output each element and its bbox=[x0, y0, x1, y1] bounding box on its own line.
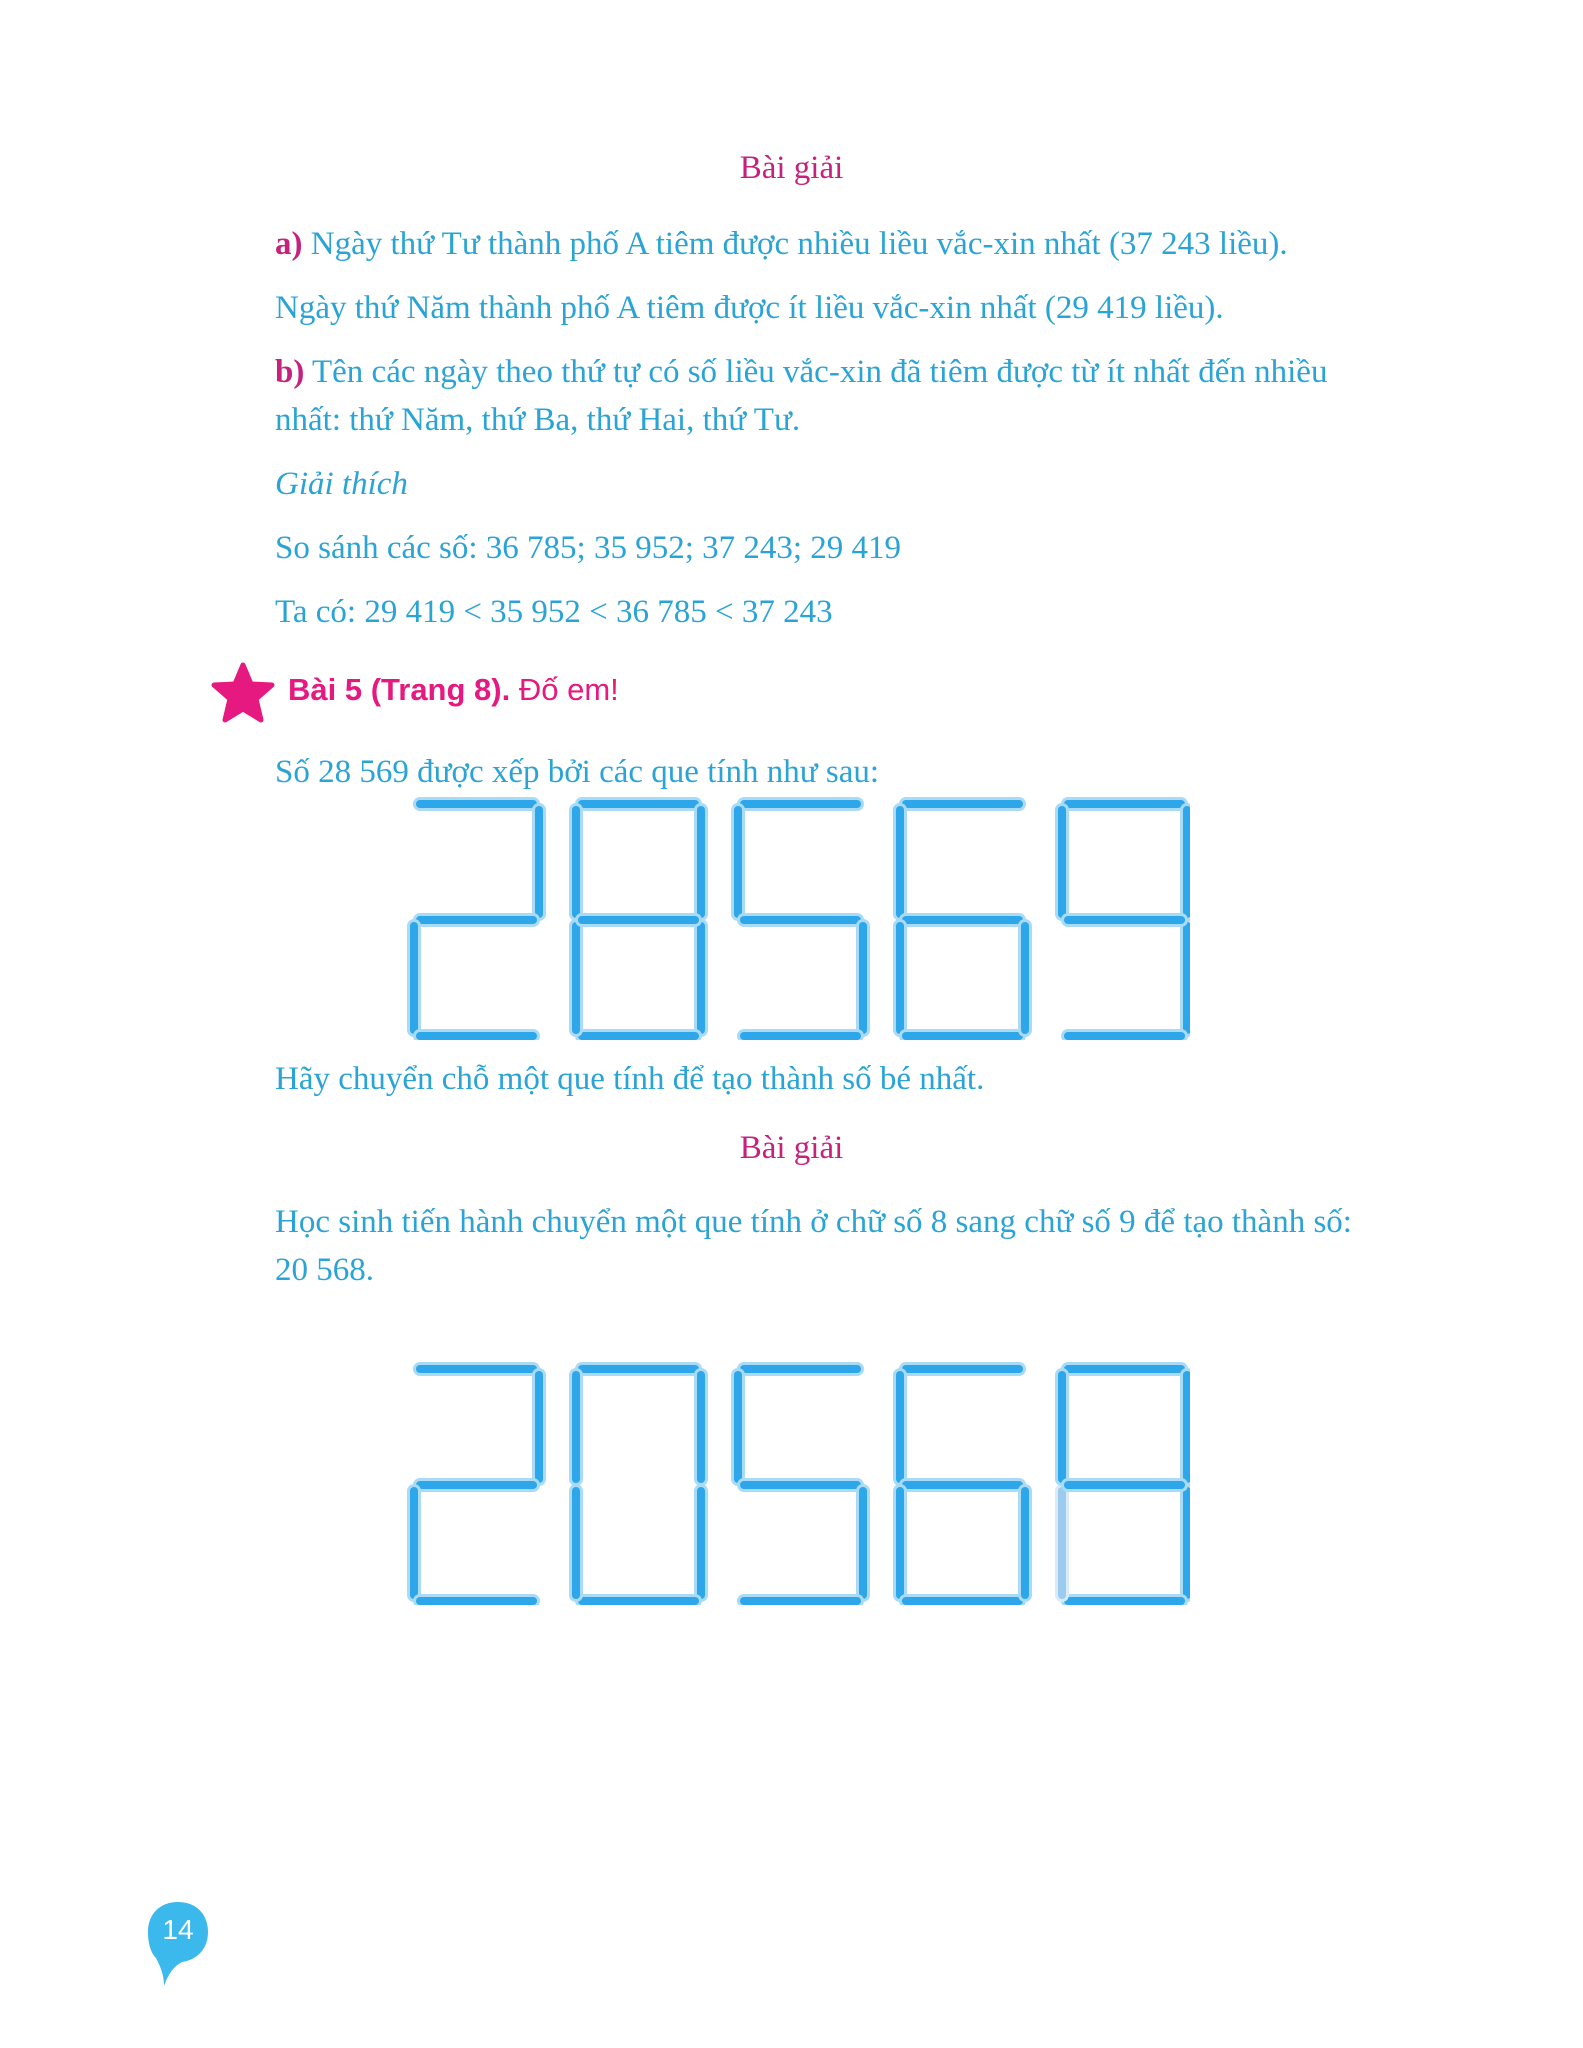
exercise-5-task: Hãy chuyển chỗ một que tính để tạo thành số bé nhất. bbox=[275, 1061, 985, 1097]
explanation-compare: So sánh các số: 36 785; 35 952; 37 243; 29 419 bbox=[275, 530, 902, 566]
star-icon bbox=[210, 662, 276, 724]
part-b-label: b) bbox=[275, 354, 305, 390]
solution-heading-2: Bài giải bbox=[739, 1130, 844, 1166]
part-a-text: Ngày thứ Tư thành phố A tiêm được nhiều liều vắc-xin nhất (37 243 liều). bbox=[302, 226, 1288, 262]
exercise-5-intro: Số 28 569 được xếp bởi các que tính như sau: bbox=[275, 754, 880, 790]
explanation-title: Giải thích bbox=[275, 466, 408, 502]
part-a-label: a) bbox=[275, 226, 303, 262]
explanation-result: Ta có: 29 419 < 35 952 < 36 785 < 37 243 bbox=[275, 594, 833, 630]
part-b-paragraph bbox=[275, 348, 1385, 444]
matchstick-number-20568 bbox=[400, 1355, 1190, 1605]
part-a-line-1 bbox=[275, 220, 1385, 268]
exercise-5-solution: Học sinh tiến hành chuyển một que tính ở chữ số 8 sang chữ số 9 để tạo thành số: 20 568. bbox=[275, 1204, 1352, 1288]
page-number: 14 bbox=[162, 1914, 194, 1945]
solution-heading-1: Bài giải bbox=[739, 150, 844, 186]
page-number-badge bbox=[146, 1900, 210, 1988]
exercise-5-title bbox=[288, 672, 619, 708]
matchstick-number-28569 bbox=[400, 790, 1190, 1040]
exercise-5-label: Bài 5 (Trang 8). bbox=[288, 672, 511, 707]
part-b-text: Tên các ngày theo thứ tự có số liều vắc-xin đã tiêm được từ ít nhất đến nhiều nhất: thứ Năm, thứ Ba, thứ Hai, thứ Tư. bbox=[275, 354, 1328, 438]
part-a-line-2: Ngày thứ Năm thành phố A tiêm được ít liều vắc-xin nhất (29 419 liều). bbox=[275, 290, 1224, 326]
exercise-5-subtitle: Đố em! bbox=[510, 672, 619, 707]
